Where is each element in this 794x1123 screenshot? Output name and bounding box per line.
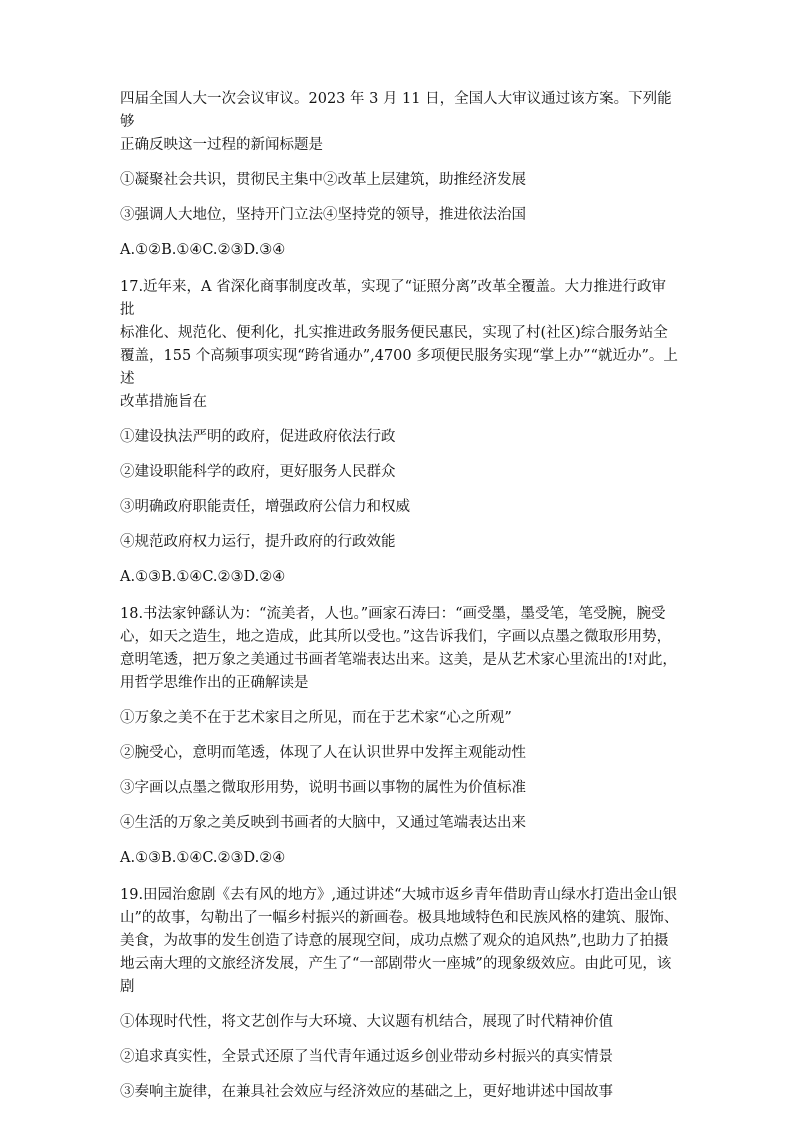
option-line: ①体现时代性，将文艺创作与大环境、大议题有机结合，展现了时代精神价值 bbox=[120, 1014, 613, 1030]
answer-choices: A.①③B.①④C.②③D.②④ bbox=[120, 569, 286, 585]
option-line: ②追求真实性，全景式还原了当代青年通过返乡创业带动乡村振兴的真实情景 bbox=[120, 1049, 613, 1065]
option-line: ③奏响主旋律，在兼具社会效应与经济效应的基础之上，更好地讲述中国故事 bbox=[120, 1084, 613, 1100]
stem-line: 山”的故事，勾勒出了一幅乡村振兴的新画卷。极具地域特色和民族风格的建筑、服饰、 bbox=[120, 910, 679, 926]
option-line: ④生活的万象之美反映到书画者的大脑中，又通过笔端表达出来 bbox=[120, 815, 526, 831]
option-line: ③强调人大地位，坚持开门立法④坚持党的领导，推进依法治国 bbox=[120, 207, 526, 223]
option-line: ②腕受心，意明而笔透，体现了人在认识世界中发挥主观能动性 bbox=[120, 745, 526, 761]
stem-line: 地云南大理的文旅经济发展，产生了“一部剧带火一座城”的现象级效应。由此可见，该 bbox=[120, 956, 672, 972]
stem-line: 正确反映这一过程的新闻标题是 bbox=[120, 137, 323, 153]
stem-line: 意明笔透，把万象之美通过书画者笔端表达出来。这美，是从艺术家心里流出的!对此， bbox=[120, 652, 677, 668]
stem-line: 19.田园治愈剧《去有风的地方》,通过讲述“大城市返乡青年借助青山绿水打造出金山银 bbox=[120, 887, 678, 903]
question-stem-17 bbox=[120, 276, 680, 414]
option-line: ②建设职能科学的政府，更好服务人民群众 bbox=[120, 464, 396, 480]
stem-line: 改革措施旨在 bbox=[120, 394, 207, 410]
document-page bbox=[120, 88, 680, 1116]
option-line: ③明确政府职能责任，增强政府公信力和权威 bbox=[120, 499, 410, 515]
option-line: ③字画以点墨之微取形用势，说明书画以事物的属性为价值标准 bbox=[120, 780, 526, 796]
stem-line: 17.近年来，A 省深化商事制度改革，实现了“证照分离”改革全覆盖。大力推进行政审批 bbox=[120, 279, 666, 318]
option-line: ④规范政府权力运行，提升政府的行政效能 bbox=[120, 534, 396, 550]
question-stem-intro bbox=[120, 88, 680, 157]
stem-line: 心，如天之造生，地之造成，此其所以受也。”这告诉我们，字画以点墨之微取形用势， bbox=[120, 629, 672, 645]
option-line: ①凝聚社会共识，贯彻民主集中②改革上层建筑，助推经济发展 bbox=[120, 172, 526, 188]
stem-line: 标准化、规范化、便利化，扎实推进政务服务便民惠民，实现了村(社区)综合服务站全 bbox=[120, 325, 668, 341]
stem-line: 用哲学思维作出的正确解读是 bbox=[120, 675, 309, 691]
option-line: ①建设执法严明的政府，促进政府依法行政 bbox=[120, 429, 396, 445]
question-stem-18 bbox=[120, 603, 680, 695]
answer-choices: A.①②B.①④C.②③D.③④ bbox=[120, 242, 286, 258]
stem-line: 覆盖，155 个高频事项实现“跨省通办”,4700 多项便民服务实现“掌上办”“就近办”。上述 bbox=[120, 348, 678, 387]
stem-line: 四届全国人大一次会议审议。2023 年 3 月 11 日，全国人大审议通过该方案。下列能够 bbox=[120, 91, 672, 130]
answer-choices: A.①③B.①④C.②③D.②④ bbox=[120, 850, 286, 866]
question-stem-19 bbox=[120, 884, 680, 999]
option-line: ①万象之美不在于艺术家目之所见，而在于艺术家“心之所观” bbox=[120, 710, 512, 726]
stem-line: 18.书法家钟繇认为：“流美者，人也。”画家石涛曰：“画受墨，墨受笔，笔受腕，腕受 bbox=[120, 606, 666, 622]
stem-line: 剧 bbox=[120, 979, 135, 995]
stem-line: 美食，为故事的发生创造了诗意的展现空间，成功点燃了观众的追风热”,也助力了拍摄 bbox=[120, 933, 669, 949]
